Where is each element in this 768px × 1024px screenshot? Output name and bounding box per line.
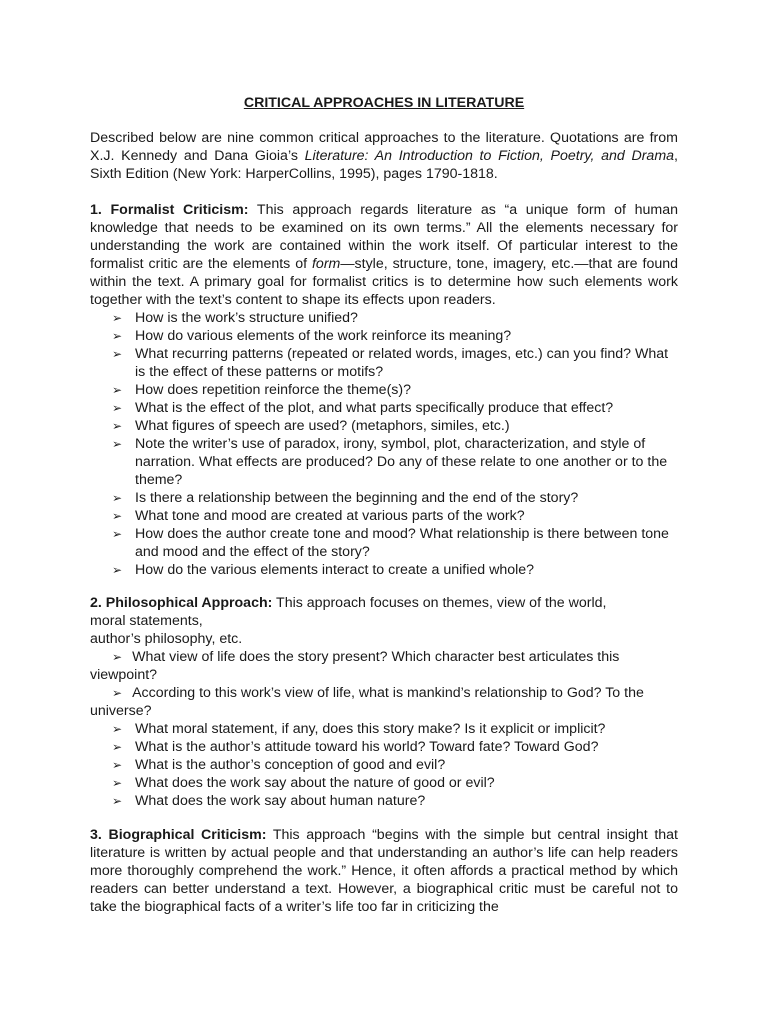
arrow-bullet-icon: ➢ [112, 401, 123, 415]
section-emphasis: form [311, 256, 341, 272]
list-item [90, 345, 678, 381]
arrow-bullet-icon: ➢ [112, 347, 123, 361]
section-biographical [90, 826, 678, 916]
list-item-text: What figures of speech are used? (metaphors, similes, etc.) [135, 418, 510, 434]
arrow-bullet-icon: ➢ [112, 563, 123, 577]
arrow-bullet-icon: ➢ [112, 758, 123, 772]
list-item-text: How does the author create tone and mood? What relationship is there between tone and mood and the effect of the story? [135, 526, 669, 560]
page-title: CRITICAL APPROACHES IN LITERATURE [243, 95, 525, 111]
intro-text-after: , Sixth Edition (New York: HarperCollins, 1995), pages 1790-1818. [90, 148, 678, 182]
section-philosophical-line2: moral statements, [90, 613, 203, 629]
section-text-after: —style, structure, tone, imagery, etc.—that are found within the text. A primary goal for formalist critics is to determine how such elements work together with the text’s content to shape its effects upon readers. [90, 256, 679, 308]
list-item [90, 435, 678, 489]
list-item [90, 792, 678, 810]
section-formalist-paragraph [90, 201, 678, 309]
list-item [90, 648, 678, 684]
intro-paragraph [90, 129, 678, 183]
list-item-text: How do the various elements interact to create a unified whole? [135, 562, 535, 578]
list-item [90, 756, 678, 774]
arrow-bullet-icon: ➢ [112, 437, 123, 451]
list-item [90, 489, 678, 507]
intro-text-before: Described below are nine common critical approaches to the literature. Quotations are from X.J. Kennedy and Dana Gioia’s [90, 130, 678, 164]
arrow-bullet-icon: ➢ [112, 794, 123, 808]
arrow-bullet-icon: ➢ [112, 740, 123, 754]
list-item-text: How is the work’s structure unified? [135, 310, 358, 326]
section-philosophical [90, 594, 678, 810]
arrow-bullet-icon: ➢ [112, 722, 123, 736]
list-item-text: What view of life does the story present? Which character best articulates this viewpoint? [90, 649, 620, 683]
list-item-text: What is the effect of the plot, and what parts specifically produce that effect? [135, 400, 614, 416]
list-item-text: How does repetition reinforce the theme(s)? [135, 382, 412, 398]
list-item-text: According to this work’s view of life, what is mankind’s relationship to God? To the universe? [90, 685, 644, 719]
section-philosophical-line1 [90, 594, 678, 612]
arrow-bullet-icon: ➢ [112, 311, 123, 325]
list-item-text: What does the work say about human nature? [135, 793, 426, 809]
arrow-bullet-icon: ➢ [112, 509, 123, 523]
formalist-question-list [90, 309, 678, 579]
arrow-bullet-icon: ➢ [112, 491, 123, 505]
intro-book-title: Literature: An Introduction to Fiction, Poetry, and Drama [304, 148, 675, 164]
list-item [90, 684, 678, 720]
section-heading: 1. Formalist Criticism: [90, 202, 249, 218]
section-heading: 2. Philosophical Approach: [90, 595, 273, 611]
list-item [90, 774, 678, 792]
list-item-text: How do various elements of the work reinforce its meaning? [135, 328, 512, 344]
section-text: This approach focuses on themes, view of the world, [272, 595, 607, 611]
list-item-text: What recurring patterns (repeated or related words, images, etc.) can you find? What is the effect of these patterns or motifs? [135, 346, 669, 380]
list-item-text: What moral statement, if any, does this story make? Is it explicit or implicit? [135, 721, 606, 737]
list-item-text: What is the author’s conception of good and evil? [135, 757, 446, 773]
list-item [90, 399, 678, 417]
list-item-text: Is there a relationship between the beginning and the end of the story? [135, 490, 579, 506]
section-philosophical-line3: author’s philosophy, etc. [90, 631, 243, 647]
section-text-before: This approach regards literature as “a unique form of human knowledge that needs to be examined on its own terms.” All the elements necessary for understanding the work are contained within the work itself. Of particular interest to the formalist critic are the elements of [90, 202, 679, 272]
arrow-bullet-icon: ➢ [112, 329, 123, 343]
arrow-bullet-icon: ➢ [112, 650, 123, 664]
list-item [90, 381, 678, 399]
arrow-bullet-icon: ➢ [112, 527, 123, 541]
list-item [90, 525, 678, 561]
list-item [90, 309, 678, 327]
section-formalist [90, 201, 678, 579]
list-item [90, 417, 678, 435]
list-item-text: What does the work say about the nature of good or evil? [135, 775, 495, 791]
list-item [90, 327, 678, 345]
arrow-bullet-icon: ➢ [112, 383, 123, 397]
arrow-bullet-icon: ➢ [112, 419, 123, 433]
section-text: This approach “begins with the simple but central insight that literature is written by actual people and that understanding an author’s life can help readers more thoroughly comprehend the work.” Hence, it often affords a practical method by which readers can better understand a text. However, a biographical critic must be careful not to take the biographical facts of a writer’s life too far in criticizing the [90, 827, 678, 915]
list-item-text: What is the author’s attitude toward his world? Toward fate? Toward God? [135, 739, 599, 755]
list-item [90, 720, 678, 738]
list-item-text: What tone and mood are created at various parts of the work? [135, 508, 525, 524]
arrow-bullet-icon: ➢ [112, 686, 123, 700]
list-item [90, 738, 678, 756]
list-item [90, 561, 678, 579]
philosophical-question-list [90, 720, 678, 810]
section-heading: 3. Biographical Criticism: [90, 827, 267, 843]
arrow-bullet-icon: ➢ [112, 776, 123, 790]
list-item [90, 507, 678, 525]
list-item-text: Note the writer’s use of paradox, irony, symbol, plot, characterization, and style of narration. What effects are produced? Do any of these relate to one another or to the theme? [135, 436, 668, 488]
